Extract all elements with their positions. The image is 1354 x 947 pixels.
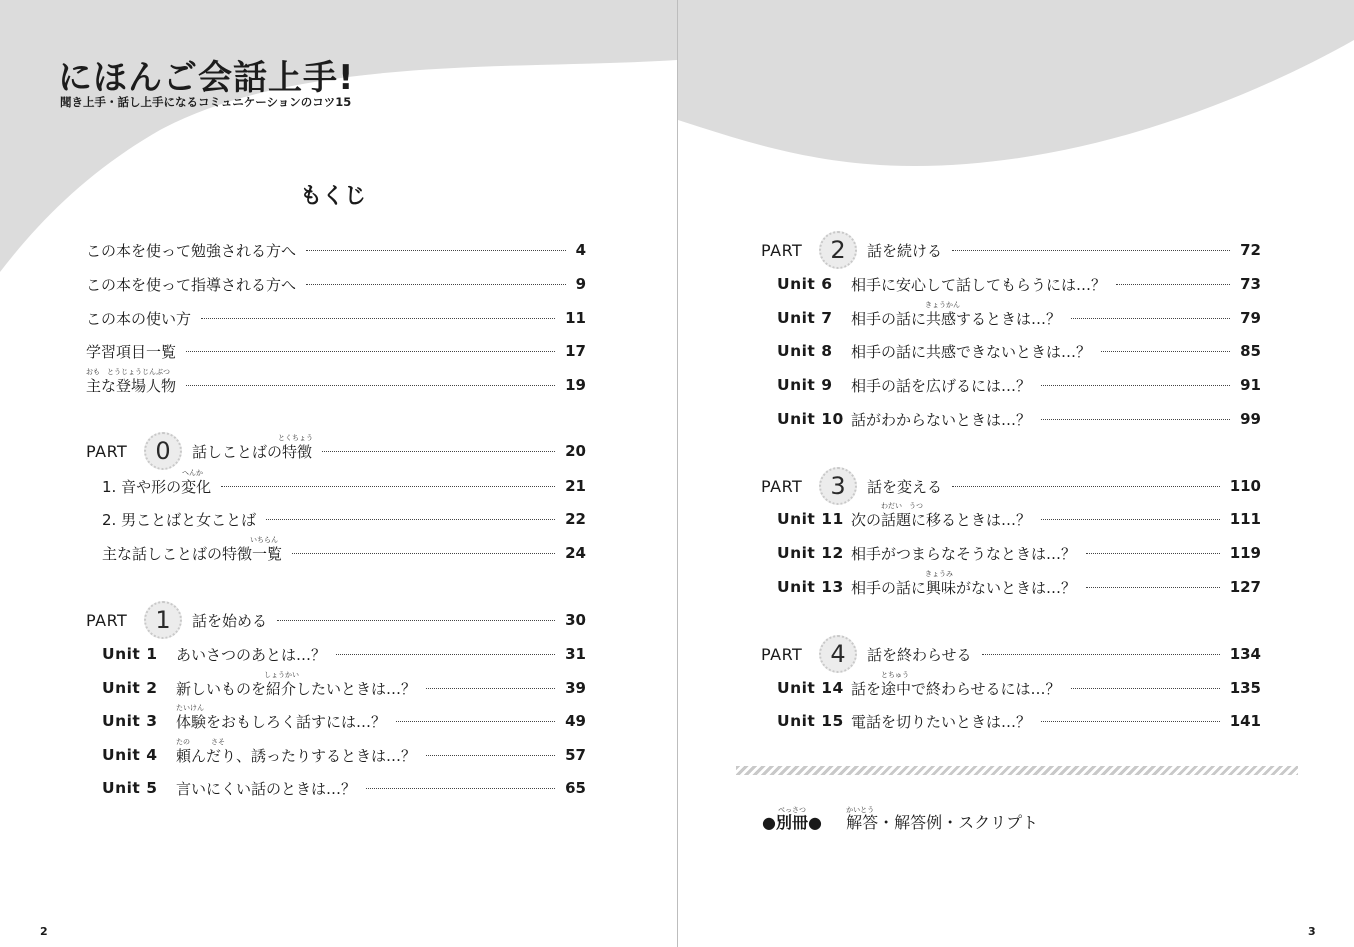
supplement-tag: ●別冊● bbox=[762, 813, 822, 832]
toc-entry-page: 11 bbox=[565, 309, 586, 327]
part-label: 話を始める bbox=[192, 611, 268, 630]
unit-number: Unit 13 bbox=[777, 578, 844, 596]
part-number-badge bbox=[144, 432, 182, 470]
unit-entry[interactable] bbox=[777, 373, 1261, 397]
book-subtitle: 聞き上手・話し上手になるコミュニケーションのコツ15 bbox=[60, 95, 352, 109]
unit-entry[interactable] bbox=[102, 737, 586, 767]
furigana: おも とうじょうじんぶつ bbox=[86, 367, 170, 376]
unit-label: 相手がつまらなそうなときは…？ bbox=[851, 544, 1077, 563]
toc-entry-label: この本を使って勉強される方へ bbox=[86, 241, 297, 260]
unit-number: Unit 3 bbox=[102, 712, 158, 730]
dot-leader bbox=[1086, 553, 1220, 554]
furigana: たの さそ bbox=[176, 737, 225, 746]
toc-entry-page: 24 bbox=[565, 544, 586, 562]
unit-entry[interactable] bbox=[102, 670, 586, 700]
unit-label: 体験をおもしろく話すには…？ bbox=[176, 712, 387, 731]
unit-page: 31 bbox=[565, 645, 586, 663]
page-number-left: 2 bbox=[40, 925, 48, 938]
unit-label: 相手の話に共感できないときは…？ bbox=[851, 342, 1092, 361]
dot-leader bbox=[306, 250, 566, 251]
dot-leader bbox=[1101, 351, 1230, 352]
furigana: とちゅう bbox=[881, 670, 909, 679]
unit-label: 相手の話に興味がないときは…？ bbox=[851, 578, 1077, 597]
furigana: いちらん bbox=[250, 535, 278, 544]
unit-page: 73 bbox=[1240, 275, 1261, 293]
toc-entry[interactable] bbox=[102, 468, 586, 498]
dot-leader bbox=[952, 486, 1220, 487]
furigana: とくちょう bbox=[278, 433, 313, 442]
unit-page: 91 bbox=[1240, 376, 1261, 394]
unit-entry[interactable] bbox=[102, 642, 586, 666]
dot-leader bbox=[1086, 587, 1220, 588]
unit-number: Unit 12 bbox=[777, 544, 844, 562]
dot-leader bbox=[1071, 688, 1220, 689]
toc-entry-label: 学習項目一覧 bbox=[86, 342, 177, 361]
unit-entry[interactable] bbox=[777, 541, 1261, 565]
unit-number: Unit 1 bbox=[102, 645, 158, 663]
toc-entry-label: 2. 男ことばと女ことば bbox=[102, 510, 257, 529]
unit-label-wrap bbox=[176, 670, 417, 699]
unit-label: 新しいものを紹介したいときは…？ bbox=[176, 679, 417, 698]
toc-entry[interactable] bbox=[86, 238, 586, 262]
unit-label: 言いにくい話のときは…？ bbox=[176, 779, 357, 798]
toc-entry-page: 21 bbox=[565, 477, 586, 495]
toc-entry[interactable] bbox=[86, 339, 586, 363]
dot-leader bbox=[982, 654, 1220, 655]
supplement-entry[interactable] bbox=[762, 806, 1039, 833]
unit-number: Unit 11 bbox=[777, 510, 844, 528]
unit-page: 49 bbox=[565, 712, 586, 730]
part-page: 20 bbox=[565, 442, 586, 460]
toc-entry-label-wrap bbox=[102, 535, 283, 564]
toc-entry[interactable] bbox=[102, 535, 586, 565]
part-word: PART bbox=[761, 476, 803, 496]
dot-leader bbox=[221, 486, 555, 487]
furigana: しょうかい bbox=[264, 670, 299, 679]
part-number-badge bbox=[819, 231, 857, 269]
toc-entry-label: 1. 音や形の変化 bbox=[102, 477, 212, 496]
part-number-badge bbox=[819, 467, 857, 505]
furigana: きょうみ bbox=[925, 569, 953, 578]
furigana: へんか bbox=[182, 468, 203, 477]
unit-entry[interactable] bbox=[777, 300, 1261, 330]
dot-leader bbox=[266, 519, 555, 520]
furigana: べっさつ bbox=[778, 806, 806, 814]
toc-entry[interactable] bbox=[102, 507, 586, 531]
dot-leader bbox=[426, 688, 555, 689]
toc-entry[interactable] bbox=[86, 367, 586, 397]
unit-number: Unit 7 bbox=[777, 309, 833, 327]
unit-entry[interactable] bbox=[777, 339, 1261, 363]
dot-leader bbox=[1041, 519, 1220, 520]
unit-label: 話がわからないときは…？ bbox=[851, 410, 1032, 429]
part-page: 72 bbox=[1240, 241, 1261, 259]
unit-number: Unit 6 bbox=[777, 275, 833, 293]
part-number-badge bbox=[819, 635, 857, 673]
unit-entry[interactable] bbox=[777, 501, 1261, 531]
unit-page: 119 bbox=[1229, 544, 1261, 562]
unit-number: Unit 8 bbox=[777, 342, 833, 360]
part-number: 2 bbox=[830, 236, 846, 264]
part-page: 30 bbox=[565, 611, 586, 629]
dot-leader bbox=[336, 654, 555, 655]
unit-number: Unit 15 bbox=[777, 712, 844, 730]
part-page: 134 bbox=[1229, 645, 1261, 663]
furigana: かいとう bbox=[846, 806, 875, 814]
unit-page: 39 bbox=[565, 679, 586, 697]
part-number: 3 bbox=[830, 472, 846, 500]
part-label: 話を終わらせる bbox=[867, 645, 972, 664]
unit-label: 相手の話を広げるには…？ bbox=[851, 376, 1032, 395]
toc-entry-page: 19 bbox=[565, 376, 586, 394]
part-word: PART bbox=[761, 240, 803, 260]
part-number: 4 bbox=[830, 640, 846, 668]
unit-label-wrap bbox=[176, 737, 417, 766]
unit-label: 頼んだり、誘ったりするときは…？ bbox=[176, 746, 417, 765]
furigana: わだい うつ bbox=[881, 501, 923, 510]
unit-label: 相手の話に共感するときは…？ bbox=[851, 309, 1062, 328]
unit-number: Unit 9 bbox=[777, 376, 833, 394]
book-title: にほんご会話上手! bbox=[58, 58, 355, 98]
dot-leader bbox=[366, 788, 555, 789]
toc-entry-page: 4 bbox=[575, 241, 586, 259]
unit-entry[interactable] bbox=[102, 703, 586, 733]
unit-entry[interactable] bbox=[777, 670, 1261, 700]
dot-leader bbox=[1041, 419, 1230, 420]
toc-entry-label: 主な登場人物 bbox=[86, 376, 177, 395]
toc-entry-page: 17 bbox=[565, 342, 586, 360]
left-header-band bbox=[0, 0, 677, 272]
unit-label: 話を途中で終わらせるには…？ bbox=[851, 679, 1061, 698]
dot-leader bbox=[201, 318, 555, 319]
unit-page: 99 bbox=[1240, 410, 1261, 428]
toc-entry-label: この本の使い方 bbox=[86, 309, 192, 328]
part-label: 話しことばの特徴 bbox=[192, 442, 313, 461]
toc-heading: もくじ bbox=[300, 184, 367, 209]
part-label: 話を変える bbox=[867, 477, 943, 496]
part-heading[interactable] bbox=[761, 238, 1261, 262]
unit-label: あいさつのあとは…？ bbox=[176, 645, 327, 664]
supplement-label-wrap bbox=[846, 806, 1039, 832]
toc-entry-label-wrap bbox=[86, 367, 177, 396]
unit-label-wrap bbox=[851, 300, 1062, 329]
dot-leader bbox=[396, 721, 555, 722]
furigana: たいけん bbox=[176, 703, 204, 712]
toc-entry[interactable] bbox=[86, 272, 586, 296]
unit-entry[interactable] bbox=[777, 272, 1261, 296]
unit-page: 57 bbox=[565, 746, 586, 764]
unit-label-wrap bbox=[851, 670, 1061, 699]
unit-page: 135 bbox=[1229, 679, 1261, 697]
dot-leader bbox=[292, 553, 555, 554]
unit-entry[interactable] bbox=[777, 569, 1261, 599]
page-number-right: 3 bbox=[1308, 925, 1316, 938]
part-heading[interactable] bbox=[761, 474, 1261, 498]
dot-leader bbox=[1041, 385, 1230, 386]
part-word: PART bbox=[86, 441, 128, 461]
dot-leader bbox=[306, 284, 566, 285]
unit-page: 85 bbox=[1240, 342, 1261, 360]
toc-entry-label-wrap bbox=[102, 468, 212, 497]
unit-entry[interactable] bbox=[777, 709, 1261, 733]
unit-label: 次の話題に移るときは…？ bbox=[851, 510, 1032, 529]
unit-label: 電話を切りたいときは…？ bbox=[851, 712, 1032, 731]
toc-entry-label: 主な話しことばの特徴一覧 bbox=[102, 544, 283, 563]
part-heading[interactable] bbox=[86, 608, 586, 632]
unit-number: Unit 10 bbox=[777, 410, 844, 428]
unit-entry[interactable] bbox=[102, 776, 586, 800]
furigana: きょうかん bbox=[925, 300, 960, 309]
dot-leader bbox=[1071, 318, 1230, 319]
spine-divider bbox=[677, 0, 678, 947]
part-label: 話を続ける bbox=[867, 241, 943, 260]
dot-leader bbox=[322, 451, 555, 452]
unit-entry[interactable] bbox=[777, 407, 1261, 431]
unit-label: 相手に安心して話してもらうには…？ bbox=[851, 275, 1107, 294]
part-page: 110 bbox=[1229, 477, 1261, 495]
toc-entry-label: この本を使って指導される方へ bbox=[86, 275, 297, 294]
part-label-wrap bbox=[192, 433, 313, 462]
supplement-label: 解答・解答例・スクリプト bbox=[846, 813, 1039, 832]
unit-number: Unit 14 bbox=[777, 679, 844, 697]
dot-leader bbox=[1041, 721, 1220, 722]
unit-page: 65 bbox=[565, 779, 586, 797]
unit-page: 111 bbox=[1229, 510, 1261, 528]
dot-leader bbox=[186, 351, 555, 352]
part-number: 0 bbox=[155, 437, 171, 465]
part-heading[interactable] bbox=[761, 642, 1261, 666]
part-number-badge bbox=[144, 601, 182, 639]
unit-number: Unit 4 bbox=[102, 746, 158, 764]
unit-number: Unit 2 bbox=[102, 679, 158, 697]
supplement-tag-wrap bbox=[762, 806, 827, 832]
unit-number: Unit 5 bbox=[102, 779, 158, 797]
unit-label-wrap bbox=[851, 569, 1077, 598]
hatched-divider bbox=[736, 766, 1298, 775]
toc-entry-page: 9 bbox=[575, 275, 586, 293]
dot-leader bbox=[277, 620, 555, 621]
part-heading[interactable] bbox=[86, 433, 586, 465]
unit-label-wrap bbox=[176, 703, 387, 732]
unit-page: 127 bbox=[1229, 578, 1261, 596]
unit-label-wrap bbox=[851, 501, 1032, 530]
toc-entry[interactable] bbox=[86, 306, 586, 330]
toc-entry-page: 22 bbox=[565, 510, 586, 528]
unit-page: 141 bbox=[1229, 712, 1261, 730]
part-word: PART bbox=[86, 610, 128, 630]
part-number: 1 bbox=[155, 606, 171, 634]
part-word: PART bbox=[761, 644, 803, 664]
unit-page: 79 bbox=[1240, 309, 1261, 327]
dot-leader bbox=[186, 385, 555, 386]
dot-leader bbox=[426, 755, 555, 756]
dot-leader bbox=[952, 250, 1230, 251]
dot-leader bbox=[1116, 284, 1230, 285]
right-header-band bbox=[678, 0, 1354, 166]
